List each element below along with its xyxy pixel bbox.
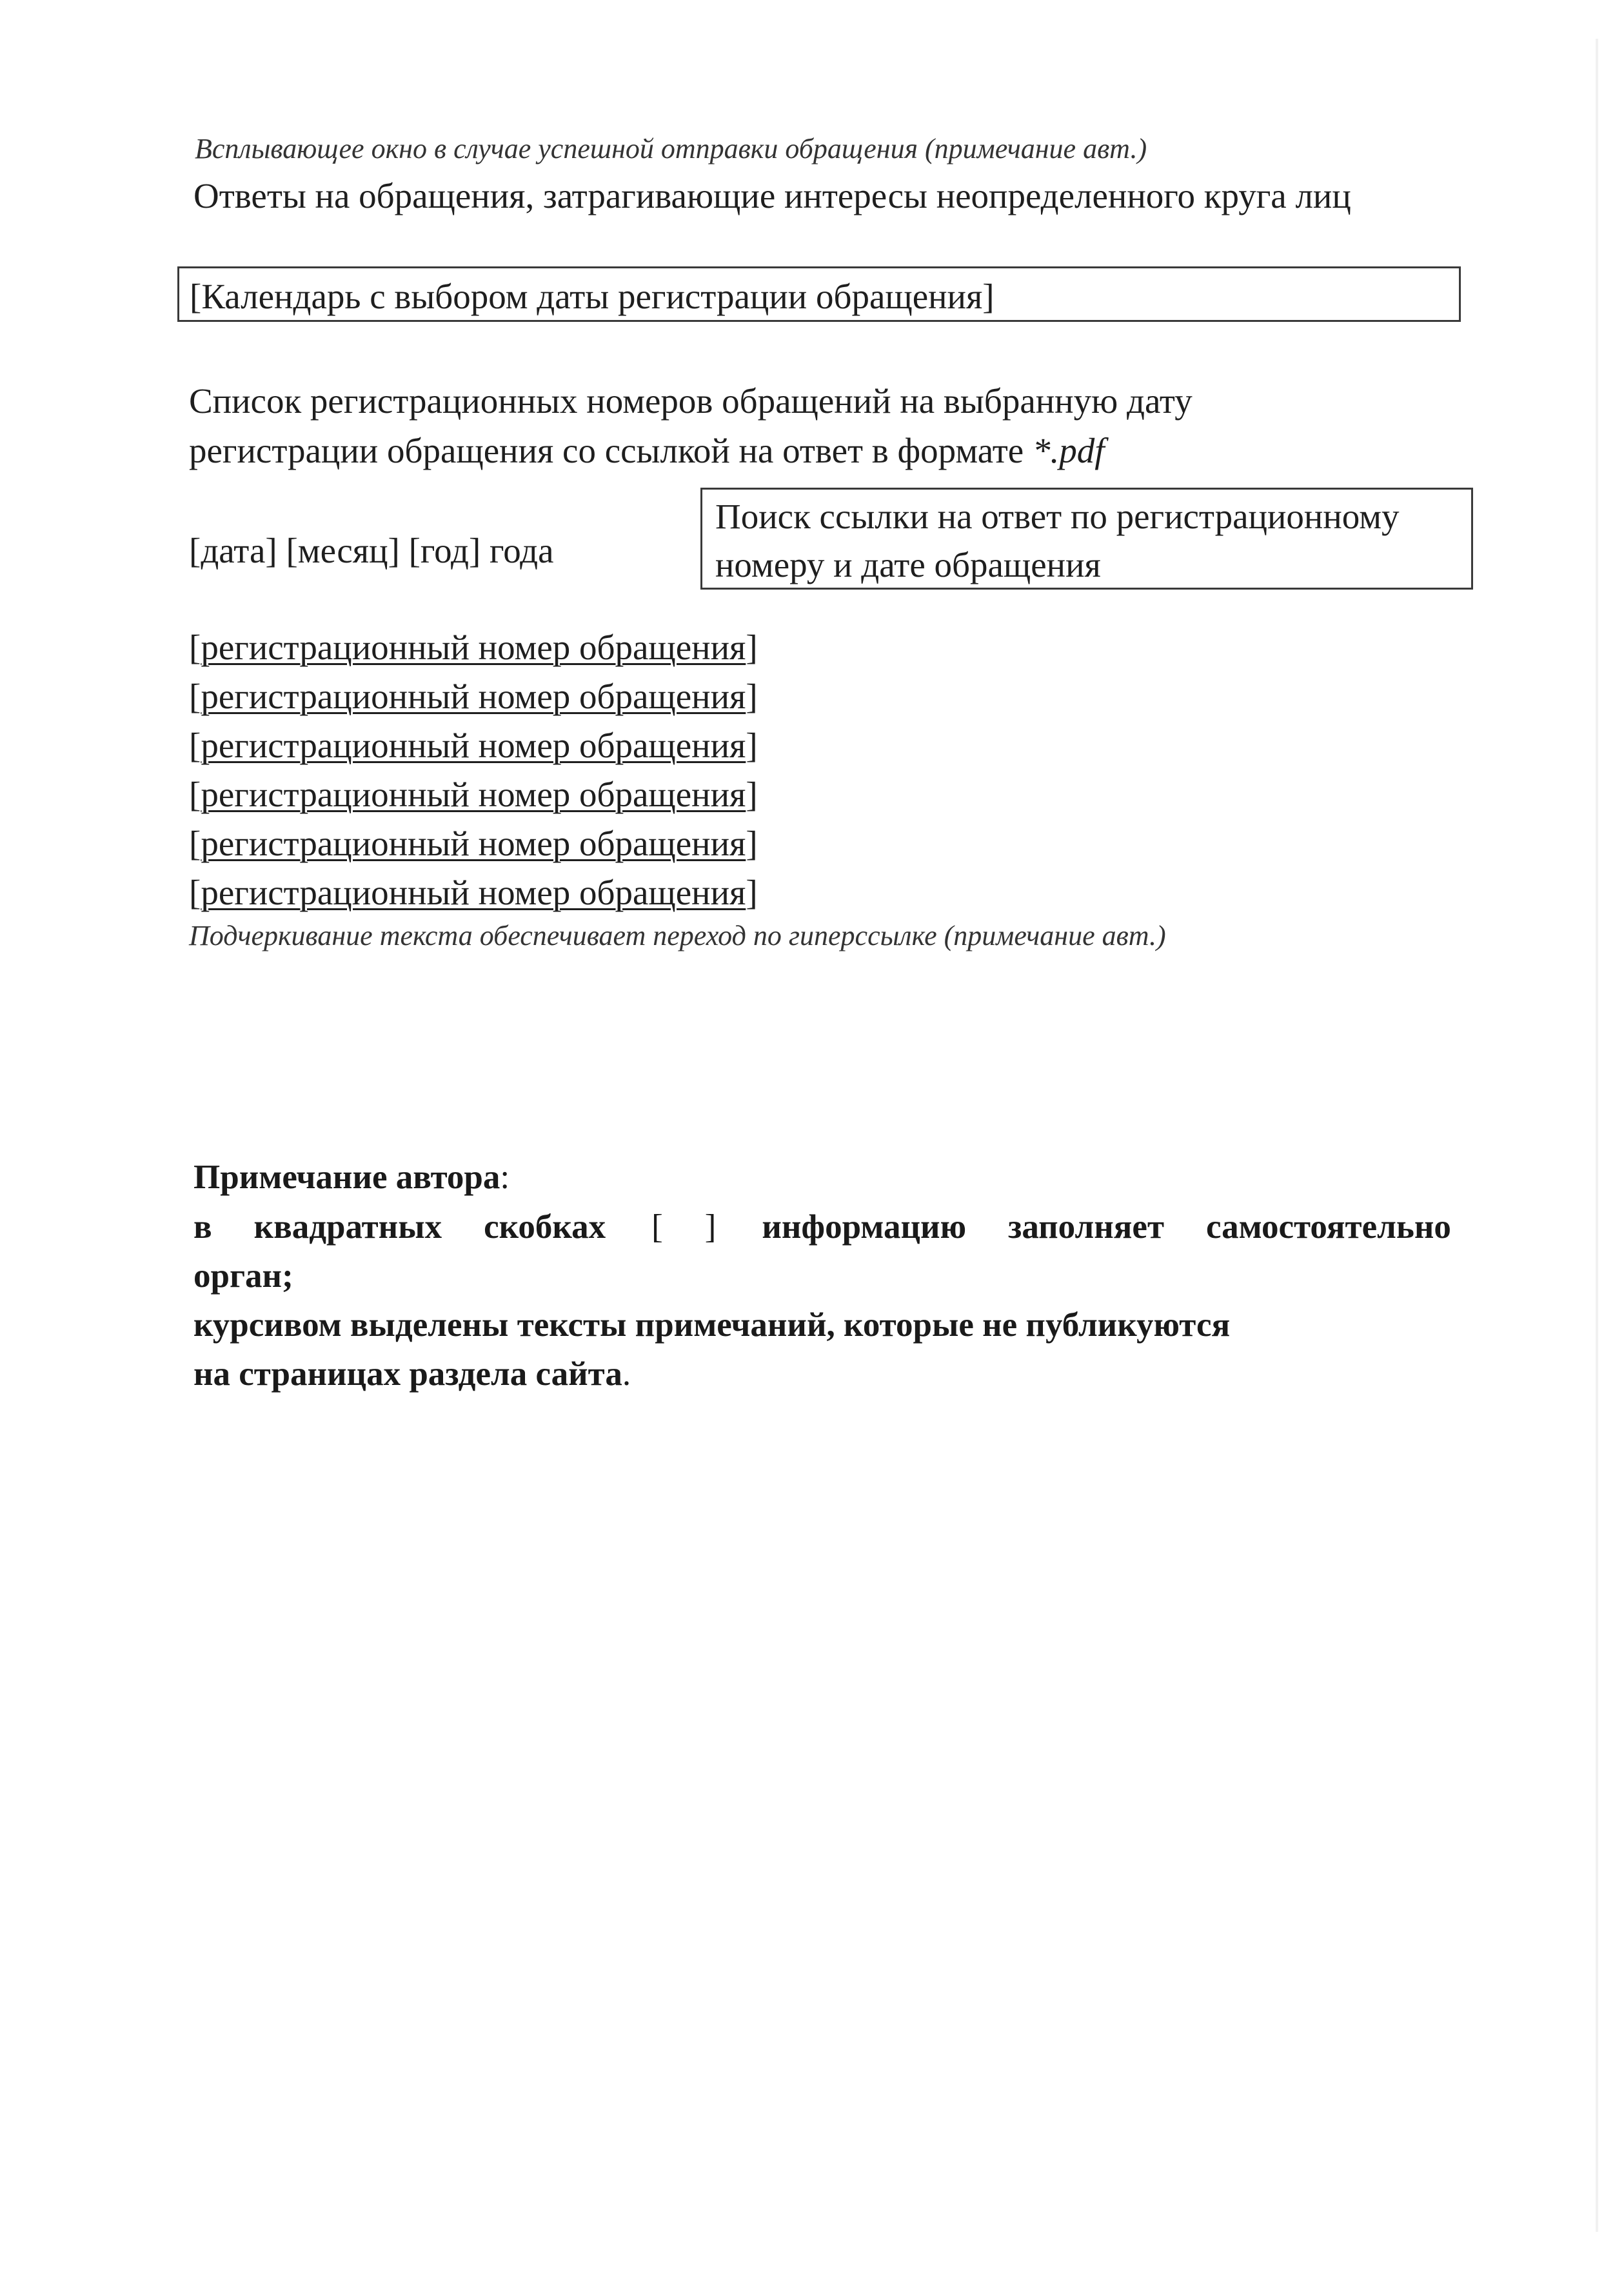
author-note-title-text: Примечание автора [193,1159,500,1196]
bracket-close: ] [746,726,758,765]
author-note-word: самостоятельно [1205,1208,1451,1246]
list-description-line1: Список регистрационных номеров обращений на выбранную дату [189,381,1193,421]
author-note-colon: : [500,1159,510,1196]
reg-number-link-6[interactable] [189,872,758,913]
bracket-close: ] [746,628,758,667]
bracket-open-sample: [ [651,1208,663,1246]
author-note-line2: орган; [193,1257,293,1295]
author-note-word: информацию [762,1208,967,1246]
reg-number-text: регистрационный номер обращения [201,873,746,912]
author-note-line3: курсивом выделены тексты примечаний, которые не публикуются [193,1306,1231,1344]
page-title: Ответы на обращения, затрагивающие интересы неопределенного круга лиц [193,176,1351,215]
author-note-line1 [193,1208,1451,1246]
list-description-line2 [189,430,1104,471]
author-note-line4-text: на страницах раздела сайта [193,1355,622,1393]
calendar-date-picker[interactable] [177,266,1461,322]
bracket-open: [ [189,824,201,863]
reg-number-link-1[interactable] [189,627,758,668]
reg-number-text: регистрационный номер обращения [201,775,746,814]
reg-number-text: регистрационный номер обращения [201,628,746,667]
reg-number-text: регистрационный номер обращения [201,726,746,765]
reg-number-text: регистрационный номер обращения [201,677,746,716]
author-note-word: в [193,1208,212,1246]
bracket-open: [ [189,775,201,814]
author-note-line4 [193,1355,631,1393]
bracket-close: ] [746,824,758,863]
reg-number-link-2[interactable] [189,676,758,717]
reg-number-link-4[interactable] [189,774,758,815]
search-label-line1: Поиск ссылки на ответ по регистрационному [715,497,1400,536]
list-description-text: регистрации обращения со ссылкой на ответ в формате [189,431,1033,470]
author-note-word: заполняет [1008,1208,1164,1246]
reg-number-text: регистрационный номер обращения [201,824,746,863]
selected-date-label: [дата] [месяц] [год] года [189,531,554,570]
reg-number-link-5[interactable] [189,823,758,864]
bracket-open: [ [189,726,201,765]
reg-number-link-3[interactable] [189,725,758,766]
author-note-word: квадратных [253,1208,442,1246]
bracket-close: ] [746,677,758,716]
underline-note: Подчеркивание текста обеспечивает переход по гиперссылке (примечание авт.) [189,920,1166,951]
bracket-close: ] [746,775,758,814]
calendar-label: [Календарь с выбором даты регистрации обращения] [190,277,995,316]
author-note-title [193,1158,510,1197]
bracket-close-sample: ] [704,1208,717,1246]
popup-note: Всплывающее окно в случае успешной отправки обращения (примечание авт.) [195,133,1147,164]
bracket-open: [ [189,873,201,912]
bracket-close: ] [746,873,758,912]
author-note-period: . [622,1355,631,1393]
search-answer-link-box[interactable] [700,488,1473,590]
author-note-word: скобках [484,1208,606,1246]
pdf-format-label: *.pdf [1032,431,1105,470]
search-label-line2: номеру и дате обращения [715,545,1101,584]
page-edge-shadow [1596,39,1598,2232]
bracket-open: [ [189,628,201,667]
bracket-open: [ [189,677,201,716]
